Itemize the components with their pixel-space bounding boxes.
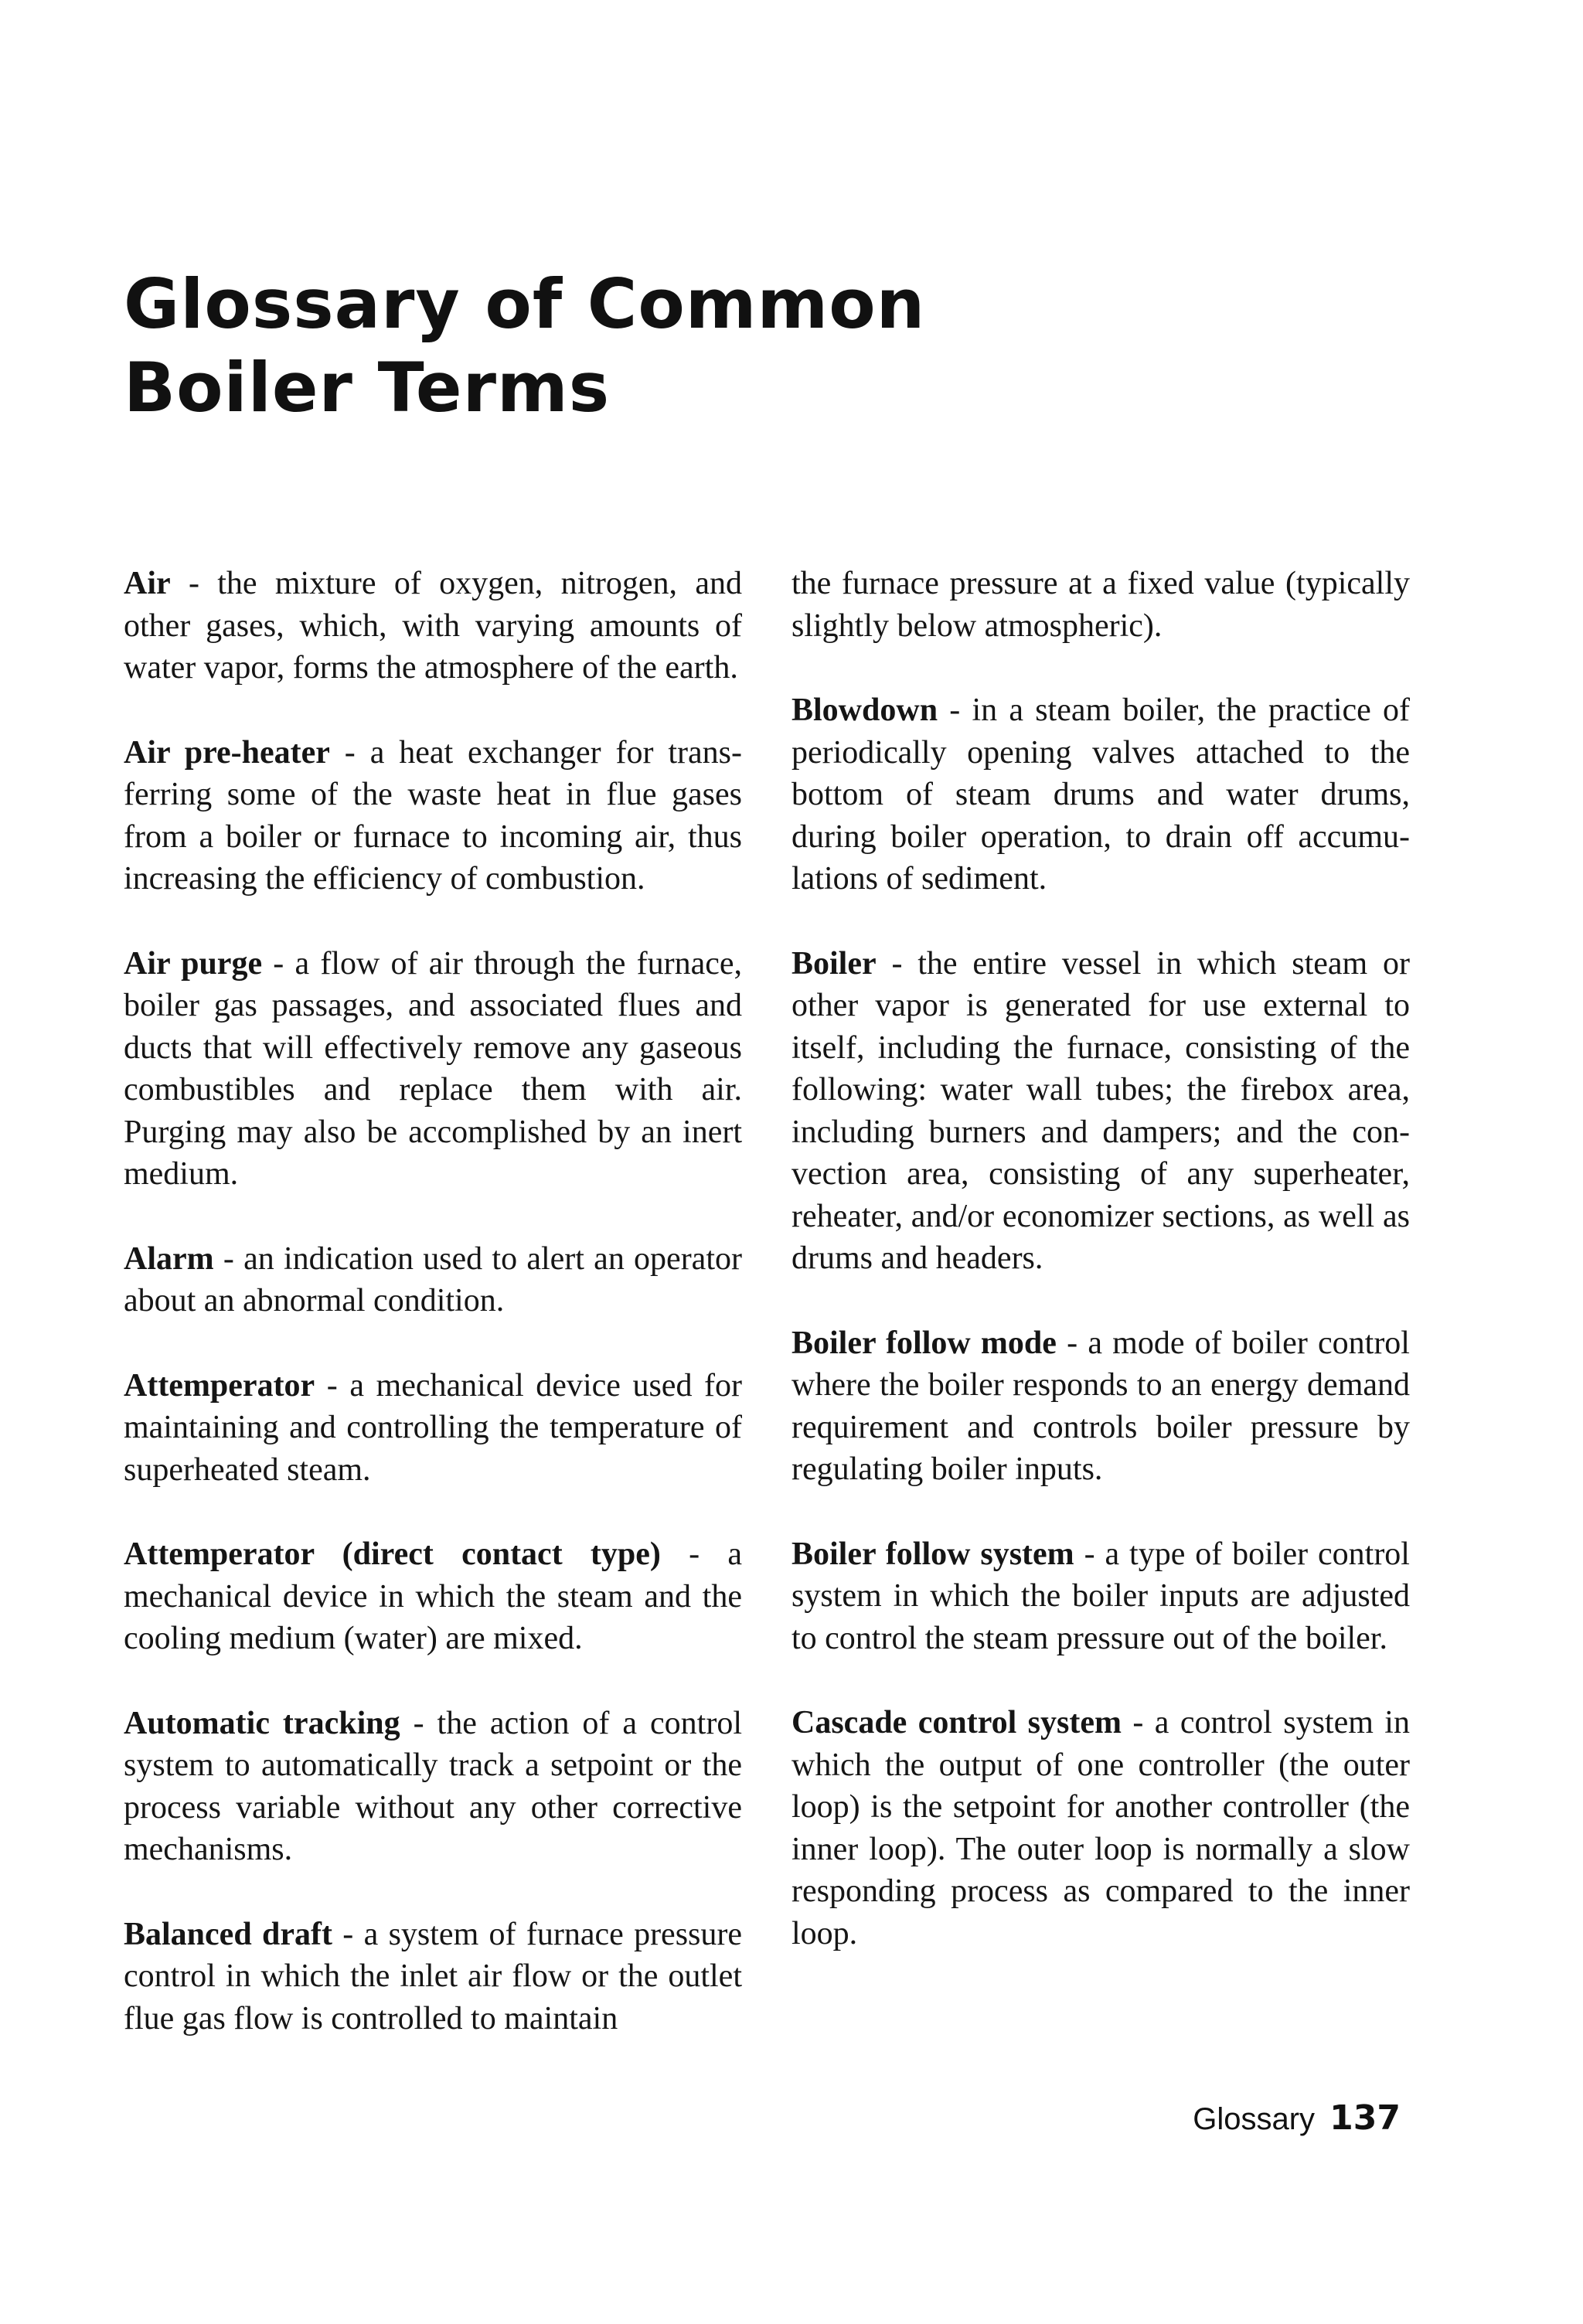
glossary-entry	[124, 1914, 742, 2040]
term-separator: -	[938, 692, 972, 728]
term-separator: -	[1121, 1705, 1155, 1740]
page-number: 137	[1329, 2098, 1401, 2138]
glossary-definition: in a steam boiler, the practice of periodically opening valves attached to the bottom of steam drums and water drums, during boiler operation, to drain off accumulations of sediment.	[792, 692, 1410, 897]
glossary-entry	[124, 1365, 742, 1492]
glossary-left-column	[124, 563, 742, 2082]
continued-definition: the furnace pressure at a fixed value (typically slightly below atmospheric).	[792, 566, 1410, 644]
glossary-entry	[124, 943, 742, 1196]
glossary-definition: a mechanical device in which the steam and the cooling medium (water) are mixed.	[124, 1536, 742, 1656]
glossary-entry	[792, 943, 1410, 1280]
glossary-entry	[124, 563, 742, 689]
glossary-term: Air	[124, 566, 171, 601]
glossary-entry	[124, 1238, 742, 1322]
glossary-term: Attemperator (direct contact type)	[124, 1536, 661, 1572]
glossary-entry	[792, 1702, 1410, 1955]
glossary-term: Automatic tracking	[124, 1705, 400, 1741]
glossary-entry	[792, 689, 1410, 900]
term-separator: -	[1074, 1536, 1105, 1572]
term-separator: -	[329, 734, 370, 771]
term-separator: -	[660, 1536, 728, 1572]
page-footer	[1193, 2098, 1401, 2138]
glossary-term: Boiler	[792, 945, 877, 982]
glossary-term: Blowdown	[792, 692, 938, 728]
page-title	[124, 263, 925, 430]
glossary-term: Cascade control system	[792, 1705, 1122, 1740]
glossary-entry	[124, 1533, 742, 1660]
page-title-line-1: Glossary of Common	[124, 264, 926, 344]
glossary-term: Air pre-heater	[124, 734, 330, 771]
glossary-definition: a heat exchanger for transferring some of the waste heat in flue gases from a boiler or furnace to incoming air, thus increasing the efficiency of combustion.	[124, 734, 742, 897]
term-separator: -	[876, 945, 918, 982]
glossary-entry	[792, 1322, 1410, 1491]
term-separator: -	[315, 1367, 350, 1404]
glossary-definition: a type of boiler control system in which the boiler inputs are adjusted to control the steam pressure out of the boiler.	[792, 1536, 1410, 1656]
glossary-definition: a mechanical device used for maintaining and controlling the temperature of superheated steam.	[124, 1367, 742, 1488]
glossary-definition: a flow of air through the furnace, boiler gas passages, and associated flues and ducts that will effectively remove any gaseous combustibles and replace them with air. Purging may also be accomplished by an inert medium.	[124, 945, 742, 1192]
glossary-definition: the entire vessel in which steam or other vapor is generated for use external to itself, including the furnace, consisting of the following: water wall tubes; the firebox area, including burners and dampers; and the convection area, consisting of any superheater, reheater, and/or economizer sections, as well as drums and headers.	[792, 945, 1410, 1276]
term-separator: -	[262, 945, 295, 982]
glossary-entry	[124, 1703, 742, 1871]
glossary-entry	[792, 1533, 1410, 1660]
term-separator: -	[170, 566, 218, 601]
term-separator: -	[1056, 1325, 1088, 1361]
glossary-right-column	[792, 563, 1410, 1997]
term-separator: -	[400, 1705, 437, 1741]
glossary-definition: a mode of boiler control where the boiler responds to an energy demand requirement and controls boiler pressure by regulating boiler inputs.	[792, 1325, 1410, 1487]
term-separator: -	[332, 1916, 364, 1952]
glossary-term: Air purge	[124, 945, 263, 982]
glossary-term: Balanced draft	[124, 1916, 332, 1952]
page-title-line-2: Boiler Terms	[124, 348, 611, 427]
glossary-term: Boiler follow system	[792, 1536, 1074, 1572]
glossary-term: Boiler follow mode	[792, 1325, 1057, 1361]
glossary-term: Alarm	[124, 1240, 214, 1277]
footer-section-label: Glossary	[1193, 2102, 1316, 2136]
glossary-entry	[124, 732, 742, 900]
term-separator: -	[213, 1240, 244, 1277]
glossary-definition: the mixture of oxygen, nitrogen, and other gases, which, with varying amounts of water vapor, forms the atmosphere of the earth.	[124, 566, 742, 686]
glossary-term: Attemperator	[124, 1367, 315, 1404]
glossary-definition: an indication used to alert an operator about an abnormal condition.	[124, 1240, 742, 1319]
glossary-definition: a system of furnace pressure control in which the inlet air flow or the outlet flue gas flow is controlled to maintain	[124, 1916, 743, 2036]
glossary-definition: a control system in which the output of one controller (the outer loop) is the setpoint for another controller (the inner loop). The outer loop is normally a slow responding process as compared to the inner loop.	[792, 1705, 1410, 1951]
glossary-definition: the action of a control system to automatically track a setpoint or the process variable without any other corrective mechanisms.	[124, 1705, 742, 1867]
